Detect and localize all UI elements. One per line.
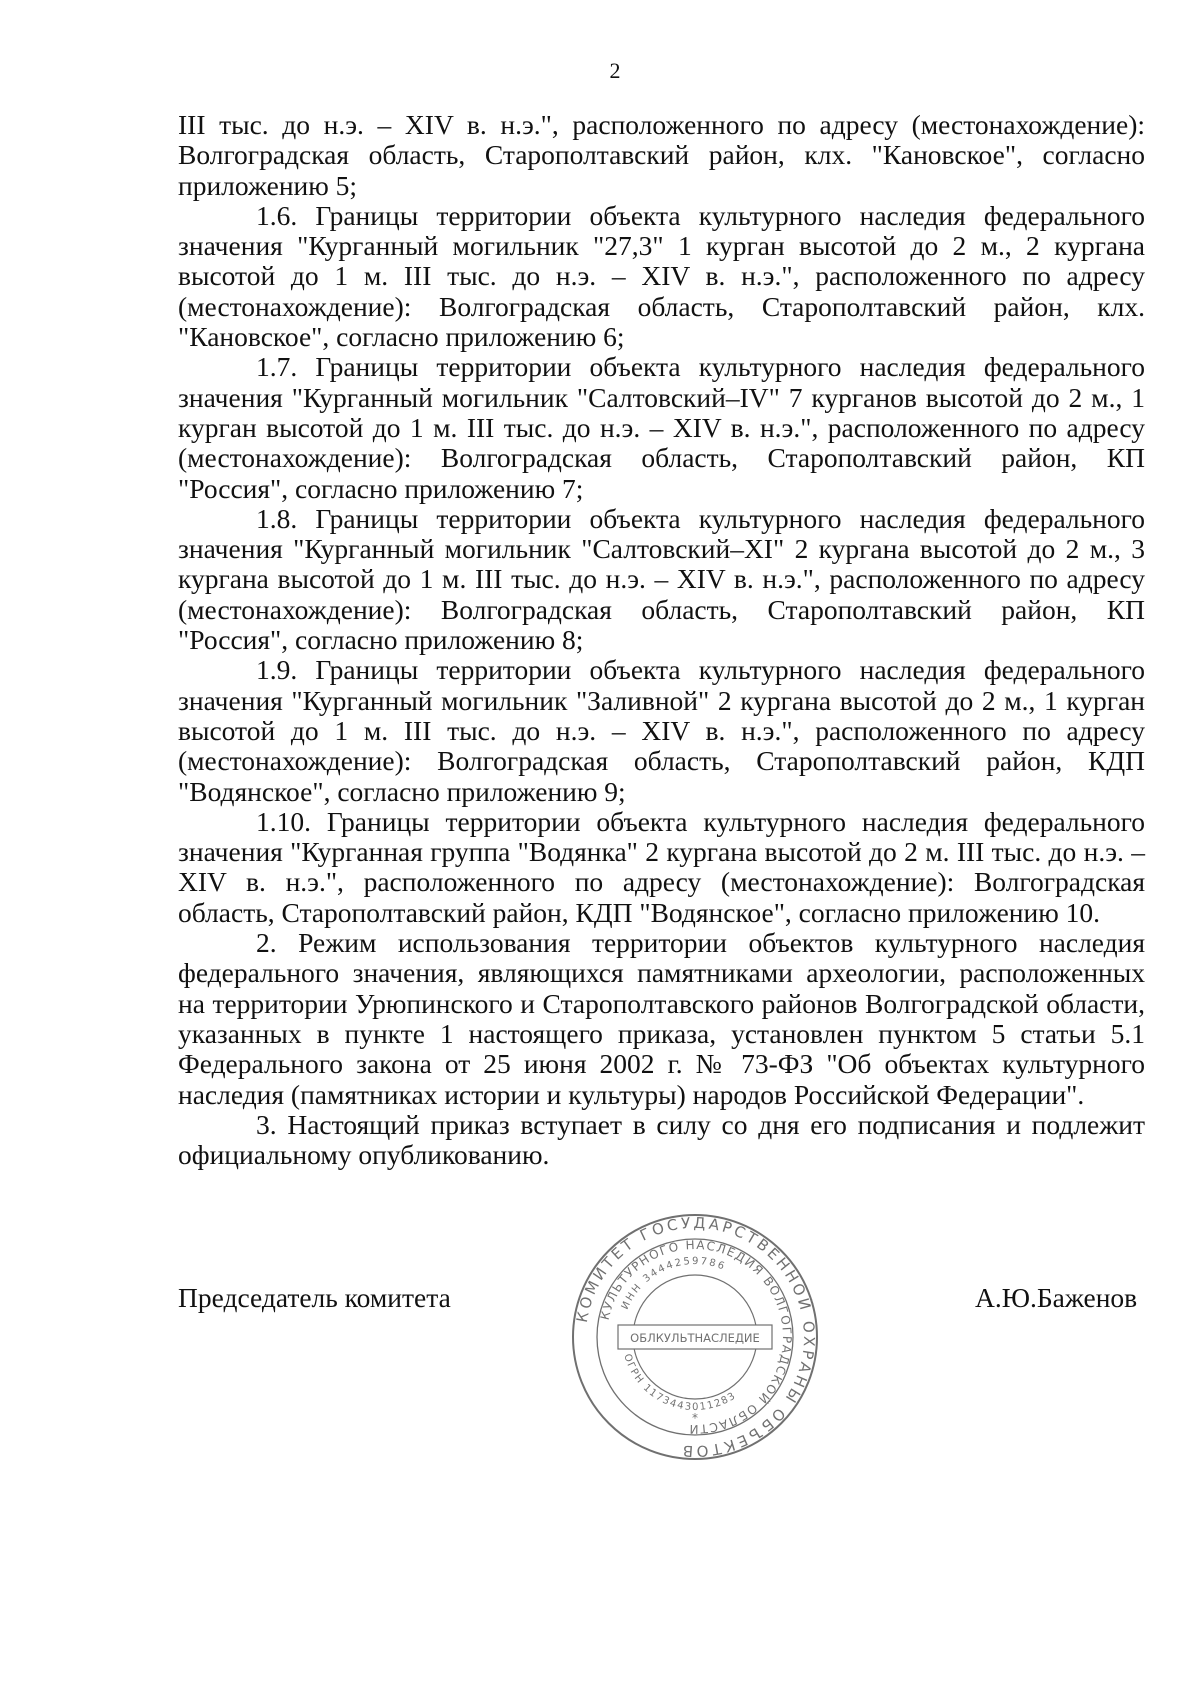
seal-ogrn-text: ОГРН 1173443011283	[621, 1352, 739, 1414]
seal-outer-text: КОМИТЕТ ГОСУДАРСТВЕННОЙ ОХРАНЫ ОБЪЕКТОВ	[572, 1213, 819, 1461]
signatory-name: А.Ю.Баженов	[975, 1282, 1138, 1313]
signatory-title: Председатель комитета	[178, 1282, 451, 1313]
paragraph-1-8: 1.8. Границы территории объекта культурного наследия федерального значения "Курганный могильник "Салтовский–XI" 2 кургана высотой до 2 м., 3 кургана высотой до 1 м. III тыс. до н.э. – XIV в. н.э.", расположенного по адресу (местонахождение): Волгоградская область, Старополтавский район, КП "Россия", согласно приложению 8;	[178, 502, 1145, 656]
paragraph-1-6: 1.6. Границы территории объекта культурного наследия федерального значения "Курганный могильник "27,3" 1 курган высотой до 2 м., 2 кургана высотой до 1 м. III тыс. до н.э. – XIV в. н.э.", расположенного по адресу (местонахождение): Волгоградская область, Старополтавский район, клх. "Кановское", согласно приложению 6;	[178, 199, 1145, 353]
seal-inn-text: ИНН 3444259786	[619, 1255, 728, 1312]
paragraph-3: 3. Настоящий приказ вступает в силу со дня его подписания и подлежит официальному опубликованию.	[178, 1108, 1145, 1171]
paragraph-1-10: 1.10. Границы территории объекта культурного наследия федерального значения "Курганная группа "Водянка" 2 кургана высотой до 2 м. III тыс. до н.э. – XIV в. н.э.", расположенного по адресу (местонахождение): Волгоградская область, Старополтавский район, КДП "Водянское", согласно приложению 10.	[178, 805, 1145, 928]
paragraph-1-7: 1.7. Границы территории объекта культурного наследия федерального значения "Курганный могильник "Салтовский–IV" 7 курганов высотой до 2 м., 1 курган высотой до 1 м. III тыс. до н.э. – XIV в. н.э.", расположенного по адресу (местонахождение): Волгоградская область, Старополтавский район, КП "Россия", согласно приложению 7;	[178, 351, 1145, 504]
paragraph-2: 2. Режим использования территории объектов культурного наследия федерального значения, являющихся памятниками археологии, расположенных на территории Урюпинского и Старополтавского районов Волгоградской области, указанных в пункте 1 настоящего приказа, установлен пунктом 5 статьи 5.1 Федерального закона от 25 июня 2002 г. № 73-ФЗ "Об объектах культурного наследия (памятниках истории и культуры) народов Российской Федерации".	[178, 927, 1145, 1110]
document-body	[178, 110, 1145, 1170]
seal-center-text: ОБЛКУЛЬТНАСЛЕДИЕ	[630, 1331, 760, 1345]
paragraph-continuation: III тыс. до н.э. – XIV в. н.э.", расположенного по адресу (местонахождение): Волгоградская область, Старополтавский район, клх. "Кановское", согласно приложению 5;	[178, 109, 1145, 201]
seal-star-icon: *	[692, 1411, 698, 1425]
page-number: 2	[609, 58, 621, 83]
official-seal	[570, 1212, 820, 1462]
seal-middle-text: КУЛЬТУРНОГО НАСЛЕДИЯ ВОЛГОГРАДСКОЙ ОБЛАСТИ	[597, 1237, 795, 1437]
paragraph-1-9: 1.9. Границы территории объекта культурного наследия федерального значения "Курганный могильник "Заливной" 2 кургана высотой до 2 м., 1 курган высотой до 1 м. III тыс. до н.э. – XIV в. н.э.", расположенного по адресу (местонахождение): Волгоградская область, Старополтавский район, КДП "Водянское", согласно приложению 9;	[178, 654, 1145, 807]
